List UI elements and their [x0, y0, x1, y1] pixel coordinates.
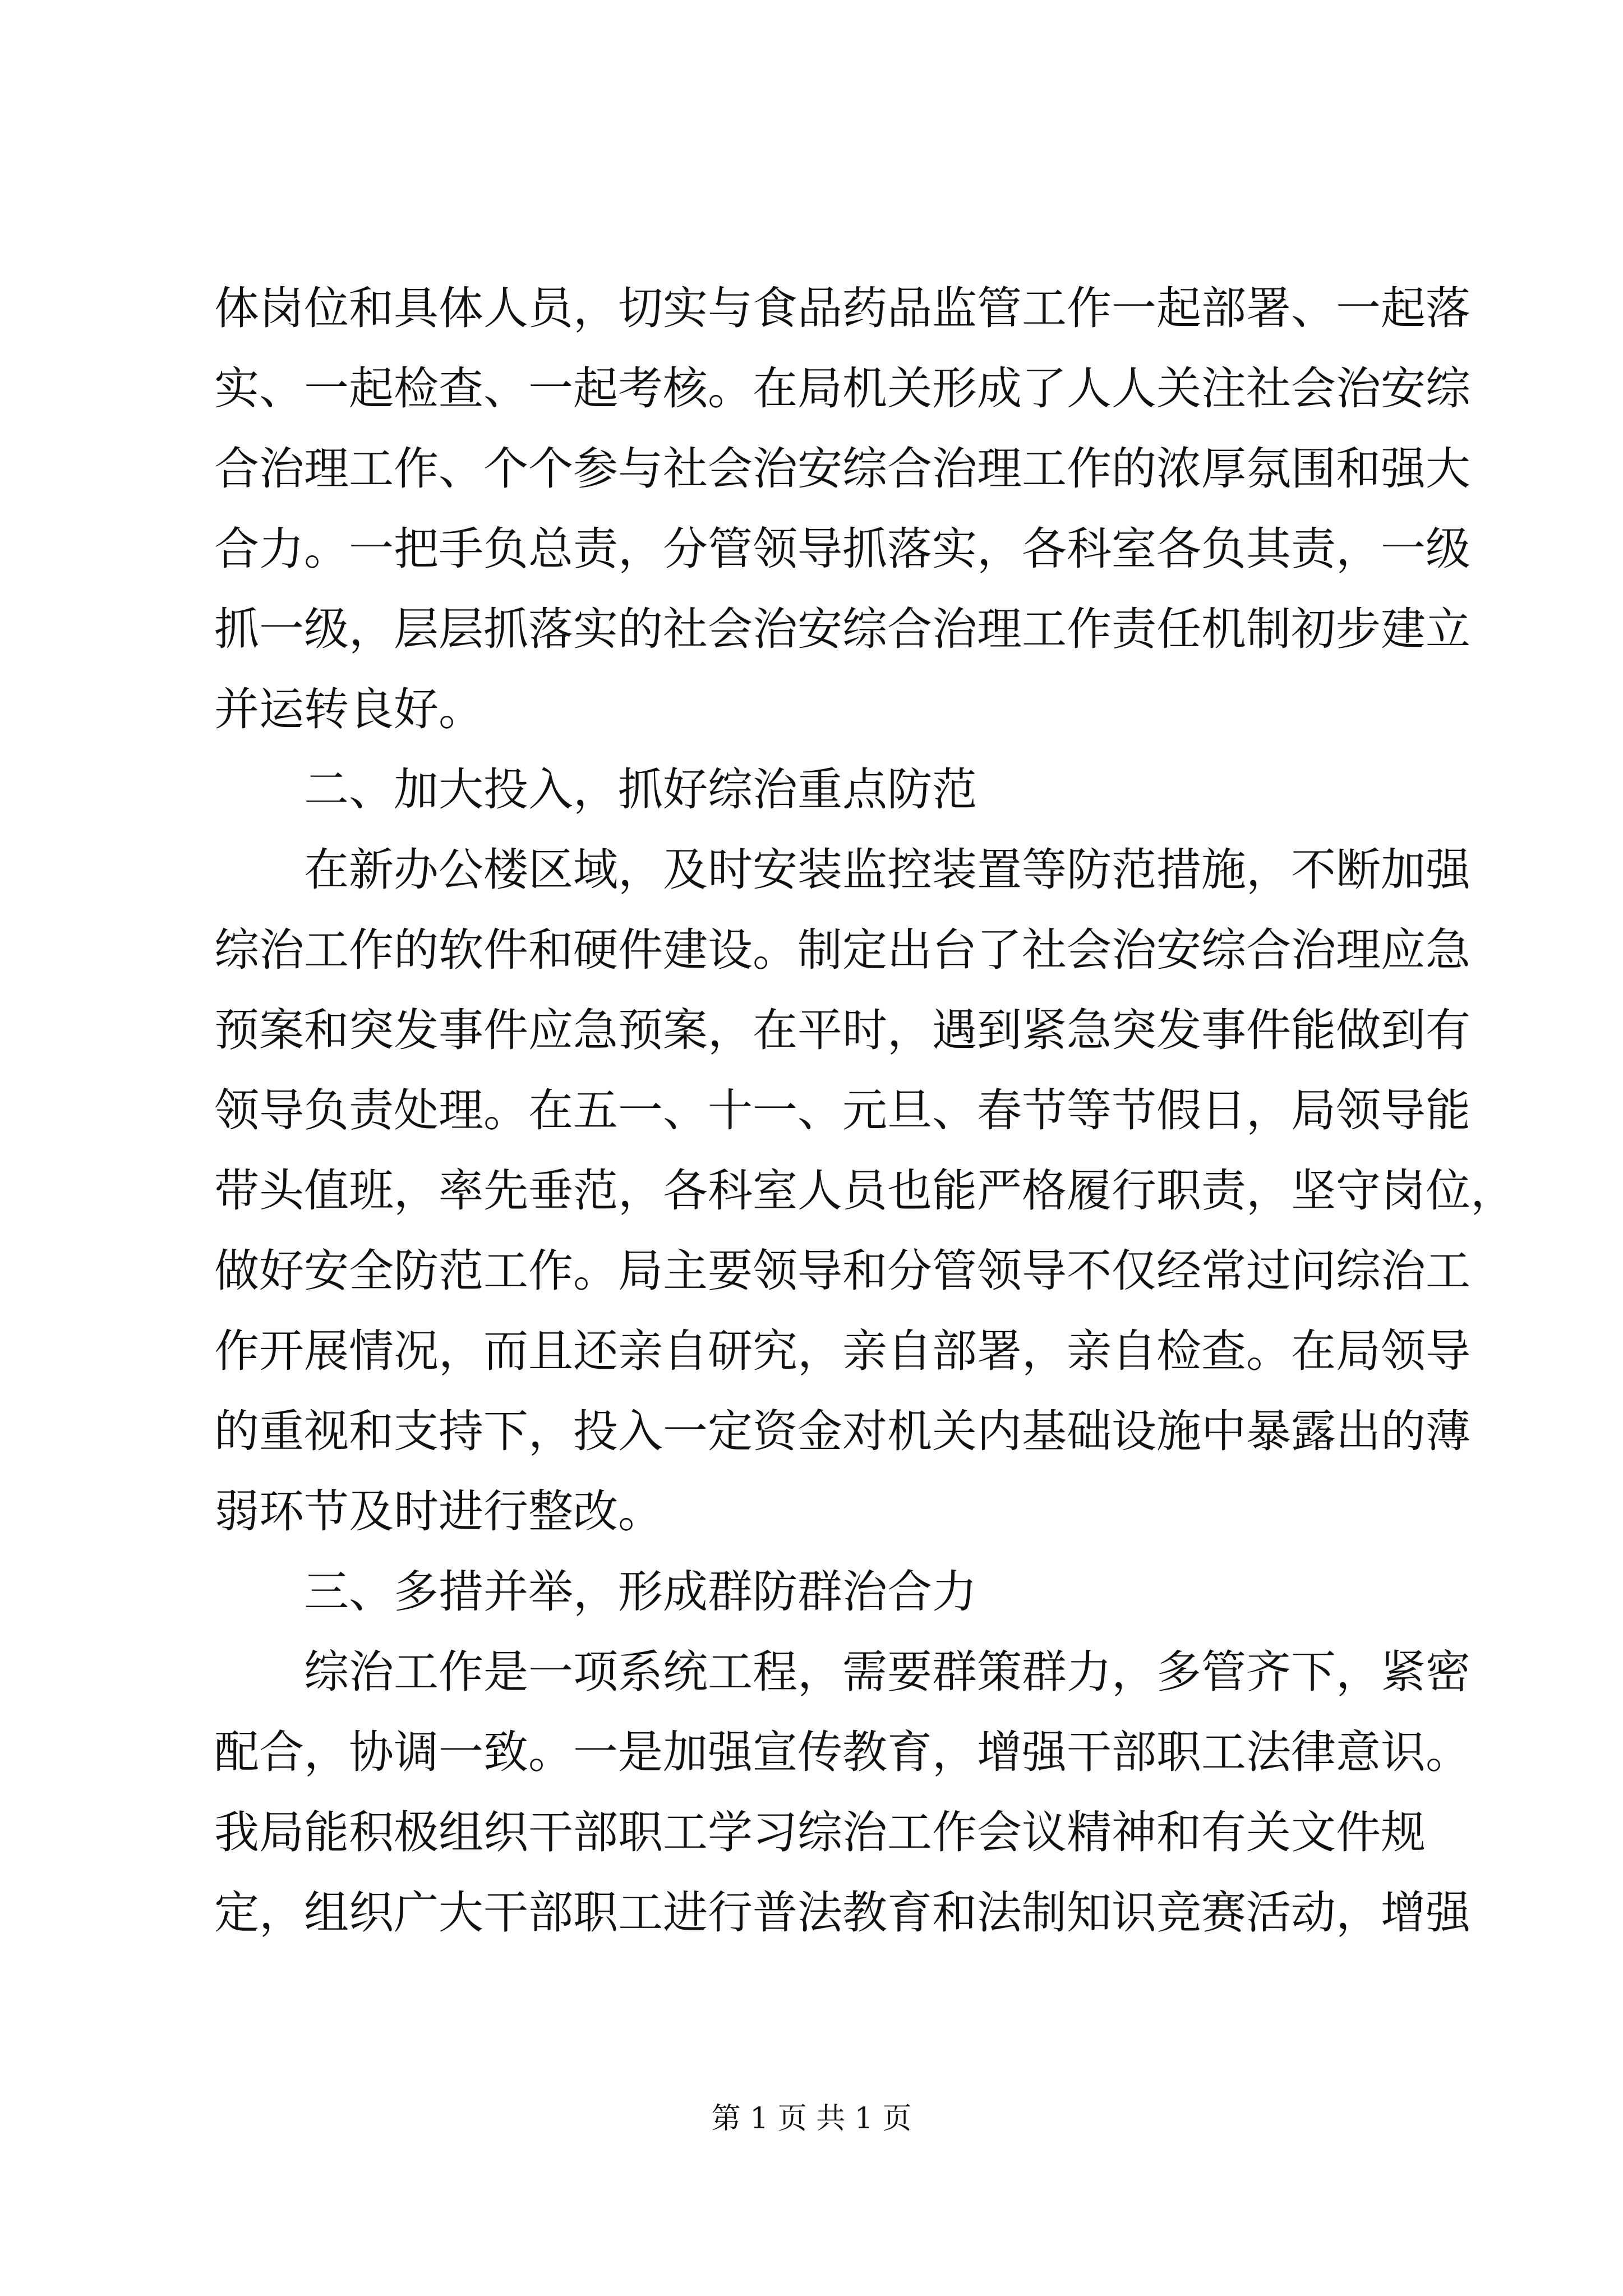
text-line: 体岗位和具体人员，切实与食品药品监管工作一起部署、一起落	[214, 282, 1470, 334]
text-line: 综治工作的软件和硬件建设。制定出台了社会治安综合治理应急	[214, 924, 1470, 976]
section-heading: 二、加大投入，抓好综治重点防范	[304, 763, 977, 816]
text-line: 综治工作是一项系统工程，需要群策群力，多管齐下，紧密	[304, 1646, 1470, 1698]
text-line: 领导负责处理。在五一、十一、元旦、春节等节假日，局领导能	[214, 1084, 1470, 1137]
text-line: 定，组织广大干部职工进行普法教育和法制知识竞赛活动，增强	[214, 1887, 1470, 1939]
text-line: 合力。一把手负总责，分管领导抓落实，各科室各负其责，一级	[214, 523, 1470, 575]
text-line: 弱环节及时进行整改。	[214, 1485, 663, 1538]
text-line: 做好安全防范工作。局主要领导和分管领导不仅经常过问综治工	[214, 1245, 1470, 1297]
text-line: 作开展情况，而且还亲自研究，亲自部署，亲自检查。在局领导	[214, 1325, 1470, 1377]
text-line: 合治理工作、个个参与社会治安综合治理工作的浓厚氛围和强大	[214, 443, 1470, 495]
page-footer: 第 1 页 共 1 页	[711, 2102, 912, 2136]
text-line: 带头值班，率先垂范，各科室人员也能严格履行职责，坚守岗位，	[214, 1165, 1515, 1217]
text-line: 并运转良好。	[214, 683, 483, 735]
text-line: 配合，协调一致。一是加强宣传教育，增强干部职工法律意识。	[214, 1726, 1470, 1778]
text-line: 抓一级，层层抓落实的社会治安综合治理工作责任机制初步建立	[214, 603, 1470, 655]
text-line: 我局能积极组织干部职工学习综治工作会议精神和有关文件规	[214, 1806, 1426, 1858]
text-line: 的重视和支持下，投入一定资金对机关内基础设施中暴露出的薄	[214, 1405, 1470, 1457]
text-line: 预案和突发事件应急预案，在平时，遇到紧急突发事件能做到有	[214, 1004, 1470, 1056]
text-line: 在新办公楼区域，及时安装监控装置等防范措施，不断加强	[304, 844, 1470, 896]
text-line: 实、一起检查、一起考核。在局机关形成了人人关注社会治安综	[214, 362, 1470, 415]
section-heading: 三、多措并举，形成群防群治合力	[304, 1566, 977, 1618]
body-text	[214, 268, 1515, 1953]
